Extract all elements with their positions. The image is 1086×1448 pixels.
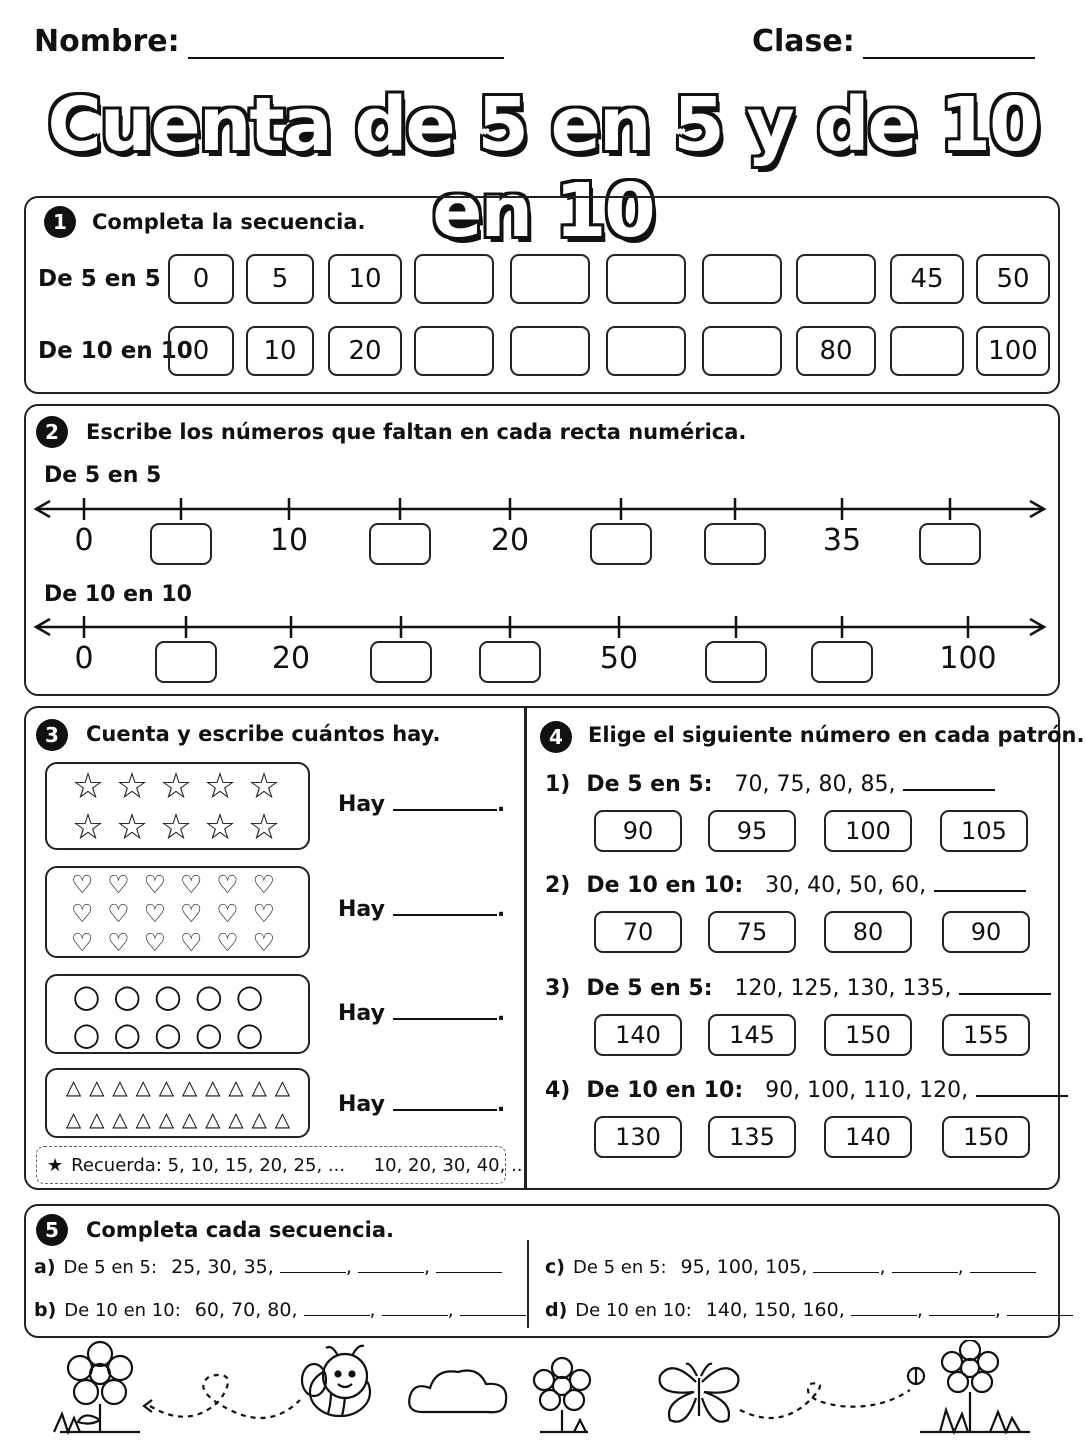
number-line-blank-box[interactable] bbox=[590, 523, 652, 565]
answer-blank[interactable] bbox=[976, 1095, 1068, 1097]
heart-icon-group bbox=[64, 870, 282, 957]
star-icon: ☆ bbox=[115, 766, 149, 807]
number-line-value: 20 bbox=[271, 641, 311, 676]
star-icon: ☆ bbox=[71, 766, 105, 807]
name-input-line[interactable] bbox=[188, 57, 504, 59]
item-rule: De 5 en 5: bbox=[572, 1257, 667, 1278]
section-2-badge: 2 bbox=[36, 416, 68, 448]
item-sequence: 25, 30, 35, bbox=[171, 1256, 274, 1278]
heart-icon: ♡ bbox=[179, 899, 203, 928]
circle-icon: ○ bbox=[235, 1015, 264, 1053]
answer-blank[interactable] bbox=[304, 1315, 370, 1316]
sequence-box: 50 bbox=[976, 254, 1050, 304]
answer-blank[interactable] bbox=[929, 1315, 995, 1316]
star-icon: ☆ bbox=[247, 807, 281, 848]
heart-icon: ♡ bbox=[107, 928, 130, 957]
heart-icon: ♡ bbox=[70, 899, 94, 928]
heart-icon: ♡ bbox=[70, 870, 94, 899]
sequence-box: 10 bbox=[328, 254, 402, 304]
heart-icon: ♡ bbox=[143, 928, 167, 957]
question-number: 4) bbox=[545, 1078, 571, 1103]
sequence-blank-box[interactable] bbox=[606, 326, 686, 376]
triangle-icon: △ bbox=[228, 1107, 244, 1131]
answer-option[interactable]: 90 bbox=[594, 810, 682, 852]
answer-blank[interactable] bbox=[892, 1272, 958, 1273]
answer-blank[interactable] bbox=[393, 1018, 497, 1020]
triangle-icon: △ bbox=[181, 1075, 198, 1099]
heart-icon: ♡ bbox=[252, 899, 276, 928]
class-field-row bbox=[752, 24, 1035, 59]
number-line-value: 0 bbox=[74, 523, 94, 558]
item-letter: b) bbox=[34, 1299, 57, 1321]
heart-icon: ♡ bbox=[179, 870, 203, 899]
sequence-item: c) De 5 en 5: 95, 100, 105, , , bbox=[545, 1256, 1036, 1278]
triangle-icon: △ bbox=[205, 1075, 221, 1099]
heart-icon: ♡ bbox=[216, 870, 239, 899]
answer-option[interactable]: 100 bbox=[824, 810, 912, 852]
section-1-instruction: Completa la secuencia. bbox=[92, 210, 366, 234]
sequence-item: d) De 10 en 10: 140, 150, 160, , , bbox=[545, 1299, 1073, 1321]
answer-blank[interactable] bbox=[436, 1272, 502, 1273]
answer-option[interactable]: 150 bbox=[942, 1116, 1030, 1158]
sequence-blank-box[interactable] bbox=[510, 326, 590, 376]
sequence-box: 20 bbox=[328, 326, 402, 376]
answer-blank[interactable] bbox=[393, 1109, 497, 1111]
triangle-icon: △ bbox=[205, 1107, 221, 1131]
question-sequence: 90, 100, 110, 120, bbox=[765, 1078, 969, 1103]
question-sequence: 30, 40, 50, 60, bbox=[765, 873, 927, 898]
pattern-question bbox=[545, 1078, 1068, 1103]
sequence-item: b) De 10 en 10: 60, 70, 80, , , bbox=[34, 1299, 526, 1321]
number-line-value: 20 bbox=[490, 523, 530, 558]
star-icon: ☆ bbox=[159, 807, 193, 848]
circle-icon: ○ bbox=[154, 1015, 182, 1053]
section-3-badge: 3 bbox=[36, 719, 68, 751]
sequence-box: 45 bbox=[890, 254, 964, 304]
question-number: 3) bbox=[545, 976, 571, 1001]
butterfly-icon bbox=[660, 1364, 739, 1422]
number-line-value: 10 bbox=[269, 523, 309, 558]
triangle-icon: △ bbox=[65, 1075, 82, 1099]
triangle-icon: △ bbox=[228, 1075, 244, 1099]
answer-row: Hay . bbox=[338, 1092, 506, 1117]
sequence-blank-box[interactable] bbox=[702, 254, 782, 304]
section-3-instruction: Cuenta y escribe cuántos hay. bbox=[86, 722, 441, 746]
circle-icon: ○ bbox=[113, 1015, 142, 1053]
sequence-box: 5 bbox=[246, 254, 314, 304]
circle-icon: ○ bbox=[194, 1015, 223, 1053]
sequence-blank-box[interactable] bbox=[414, 326, 494, 376]
triangle-icon: △ bbox=[135, 1107, 151, 1131]
sequence-box: 0 bbox=[168, 326, 234, 376]
heart-icon: ♡ bbox=[216, 899, 239, 928]
answer-row: Hay . bbox=[338, 897, 506, 922]
flower-icon bbox=[54, 1342, 140, 1432]
sequence-box: 0 bbox=[168, 254, 234, 304]
question-rule: De 5 en 5: bbox=[586, 772, 713, 797]
class-label: Clase: bbox=[752, 24, 855, 59]
question-rule: De 10 en 10: bbox=[586, 873, 744, 898]
triangle-icon-group bbox=[62, 1071, 294, 1135]
triangle-icon: △ bbox=[274, 1107, 291, 1131]
circle-icon: ○ bbox=[154, 977, 182, 1015]
sequence-blank-box[interactable] bbox=[890, 326, 964, 376]
section-2-instruction: Escribe los números que faltan en cada recta numérica. bbox=[86, 420, 747, 444]
answer-option[interactable]: 95 bbox=[708, 810, 796, 852]
number-line-blank-box[interactable] bbox=[150, 523, 212, 565]
hay-label: Hay bbox=[338, 897, 385, 922]
number-line-blank-box[interactable] bbox=[811, 641, 873, 683]
hay-label: Hay bbox=[338, 1001, 385, 1026]
dashed-path bbox=[740, 1383, 910, 1418]
section-5-instruction: Completa cada secuencia. bbox=[86, 1218, 394, 1242]
name-label: Nombre: bbox=[34, 24, 180, 59]
answer-option[interactable]: 140 bbox=[824, 1116, 912, 1158]
number-line-2 bbox=[30, 612, 1054, 642]
heart-icon: ♡ bbox=[216, 928, 239, 957]
star-icon-group bbox=[66, 766, 286, 846]
answer-option[interactable]: 140 bbox=[594, 1014, 682, 1056]
decorative-footer bbox=[40, 1340, 1050, 1440]
answer-row: Hay . bbox=[338, 792, 506, 817]
item-rule: De 10 en 10: bbox=[575, 1300, 692, 1321]
item-rule: De 5 en 5: bbox=[63, 1257, 158, 1278]
answer-blank[interactable] bbox=[382, 1315, 448, 1316]
star-icon: ☆ bbox=[203, 807, 237, 848]
circle-icon: ○ bbox=[72, 977, 101, 1015]
number-line-blank-box[interactable] bbox=[705, 641, 767, 683]
answer-blank[interactable] bbox=[393, 809, 497, 811]
sequence-box: 10 bbox=[246, 326, 314, 376]
bee-icon bbox=[302, 1346, 370, 1416]
star-icon: ☆ bbox=[247, 766, 281, 807]
number-line-value: 0 bbox=[74, 641, 94, 676]
number-line-1 bbox=[30, 494, 1054, 524]
triangle-icon: △ bbox=[251, 1075, 267, 1099]
answer-blank[interactable] bbox=[970, 1272, 1036, 1273]
number-line-blank-box[interactable] bbox=[479, 641, 541, 683]
question-number: 2) bbox=[545, 873, 571, 898]
sequence-blank-box[interactable] bbox=[702, 326, 782, 376]
triangle-icon: △ bbox=[158, 1107, 175, 1131]
star-icon: ☆ bbox=[159, 766, 193, 807]
answer-blank[interactable] bbox=[959, 993, 1051, 995]
hay-label: Hay bbox=[338, 792, 385, 817]
heart-icon: ♡ bbox=[143, 899, 167, 928]
dashed-path bbox=[150, 1375, 300, 1418]
circle-icon: ○ bbox=[72, 1015, 101, 1053]
number-line-value: 50 bbox=[599, 641, 639, 676]
triangle-icon: △ bbox=[89, 1107, 105, 1131]
star-icon: ★ bbox=[47, 1154, 64, 1176]
sequence-blank-box[interactable] bbox=[510, 254, 590, 304]
answer-option[interactable]: 70 bbox=[594, 911, 682, 953]
reminder-text: Recuerda: 5, 10, 15, 20, 25, ... 10, 20, 30, 40, ... bbox=[71, 1154, 529, 1176]
flower-icon bbox=[920, 1340, 1030, 1432]
triangle-icon: △ bbox=[158, 1075, 175, 1099]
star-icon: ☆ bbox=[71, 807, 105, 848]
answer-row: Hay . bbox=[338, 1001, 506, 1026]
number-line-blank-box[interactable] bbox=[370, 641, 432, 683]
sequence-blank-box[interactable] bbox=[606, 254, 686, 304]
sequence-box: 80 bbox=[796, 326, 876, 376]
sequence-box: 100 bbox=[976, 326, 1050, 376]
triangle-icon: △ bbox=[89, 1075, 105, 1099]
star-icon: ☆ bbox=[203, 766, 237, 807]
heart-icon: ♡ bbox=[143, 870, 167, 899]
question-rule: De 5 en 5: bbox=[586, 976, 713, 1001]
hay-label: Hay bbox=[338, 1092, 385, 1117]
item-sequence: 140, 150, 160, bbox=[705, 1299, 845, 1321]
answer-option[interactable]: 80 bbox=[824, 911, 912, 953]
reminder-note bbox=[36, 1146, 529, 1184]
circle-icon: ○ bbox=[235, 977, 264, 1015]
triangle-icon: △ bbox=[274, 1075, 291, 1099]
item-sequence: 95, 100, 105, bbox=[680, 1256, 808, 1278]
heart-icon: ♡ bbox=[252, 870, 276, 899]
number-line-value: 35 bbox=[822, 523, 862, 558]
pattern-question bbox=[545, 772, 995, 797]
section-4-badge: 4 bbox=[540, 721, 572, 753]
item-sequence: 60, 70, 80, bbox=[194, 1299, 298, 1321]
star-icon: ☆ bbox=[115, 807, 149, 848]
triangle-icon: △ bbox=[112, 1107, 128, 1131]
circle-icon-group bbox=[66, 977, 270, 1051]
sequence-blank-box[interactable] bbox=[796, 254, 876, 304]
ladybug-icon bbox=[908, 1368, 924, 1384]
answer-option[interactable]: 150 bbox=[824, 1014, 912, 1056]
section-1-badge: 1 bbox=[44, 206, 76, 238]
section-5-badge: 5 bbox=[36, 1214, 68, 1246]
section-4-instruction: Elige el siguiente número en cada patrón. bbox=[588, 723, 1085, 747]
number-line-blank-box[interactable] bbox=[155, 641, 217, 683]
item-letter: c) bbox=[545, 1256, 565, 1278]
sequence-item: a) De 5 en 5: 25, 30, 35, , , bbox=[34, 1256, 502, 1278]
question-sequence: 70, 75, 80, 85, bbox=[734, 772, 896, 797]
answer-blank[interactable] bbox=[903, 789, 995, 791]
answer-option[interactable]: 145 bbox=[708, 1014, 796, 1056]
number-line-value: 100 bbox=[939, 641, 997, 676]
heart-icon: ♡ bbox=[107, 899, 130, 928]
answer-option[interactable]: 105 bbox=[940, 810, 1028, 852]
answer-blank[interactable] bbox=[851, 1315, 917, 1316]
heart-icon: ♡ bbox=[107, 870, 130, 899]
seq-row-label: De 5 en 5 bbox=[38, 266, 161, 292]
section-5-divider bbox=[527, 1240, 529, 1328]
answer-blank[interactable] bbox=[460, 1315, 526, 1316]
circle-icon: ○ bbox=[113, 977, 142, 1015]
heart-icon: ♡ bbox=[179, 928, 203, 957]
answer-blank[interactable] bbox=[934, 890, 1026, 892]
number-line-blank-box[interactable] bbox=[369, 523, 431, 565]
pattern-question bbox=[545, 873, 1026, 898]
worksheet-title: Cuenta de 5 en 5 y de 10 en 10 bbox=[47, 82, 1039, 254]
number-line-label: De 5 en 5 bbox=[44, 463, 162, 488]
triangle-icon: △ bbox=[65, 1107, 82, 1131]
answer-blank[interactable] bbox=[813, 1272, 879, 1273]
answer-blank[interactable] bbox=[358, 1272, 424, 1273]
question-number: 1) bbox=[545, 772, 571, 797]
triangle-icon: △ bbox=[135, 1075, 151, 1099]
item-letter: a) bbox=[34, 1256, 56, 1278]
heart-icon: ♡ bbox=[70, 928, 94, 957]
number-line-label: De 10 en 10 bbox=[44, 582, 192, 607]
class-input-line[interactable] bbox=[863, 57, 1035, 59]
triangle-icon: △ bbox=[181, 1107, 198, 1131]
triangle-icon: △ bbox=[251, 1107, 267, 1131]
circle-icon: ○ bbox=[194, 977, 223, 1015]
question-sequence: 120, 125, 130, 135, bbox=[734, 976, 952, 1001]
answer-option[interactable]: 75 bbox=[708, 911, 796, 953]
seq-row-label: De 10 en 10 bbox=[38, 338, 193, 364]
name-field-row bbox=[34, 24, 504, 59]
sequence-blank-box[interactable] bbox=[414, 254, 494, 304]
question-rule: De 10 en 10: bbox=[586, 1078, 744, 1103]
pattern-question bbox=[545, 976, 1051, 1001]
item-letter: d) bbox=[545, 1299, 568, 1321]
number-line-blank-box[interactable] bbox=[919, 523, 981, 565]
answer-option[interactable]: 135 bbox=[708, 1116, 796, 1158]
answer-option[interactable]: 155 bbox=[942, 1014, 1030, 1056]
item-rule: De 10 en 10: bbox=[64, 1300, 181, 1321]
heart-icon: ♡ bbox=[252, 928, 276, 957]
cloud-icon bbox=[409, 1371, 506, 1413]
answer-option[interactable]: 90 bbox=[942, 911, 1030, 953]
triangle-icon: △ bbox=[112, 1075, 128, 1099]
number-line-blank-box[interactable] bbox=[704, 523, 766, 565]
flower-icon bbox=[534, 1358, 590, 1432]
answer-blank[interactable] bbox=[393, 914, 497, 916]
answer-option[interactable]: 130 bbox=[594, 1116, 682, 1158]
answer-blank[interactable] bbox=[280, 1272, 346, 1273]
answer-blank[interactable] bbox=[1007, 1315, 1073, 1316]
